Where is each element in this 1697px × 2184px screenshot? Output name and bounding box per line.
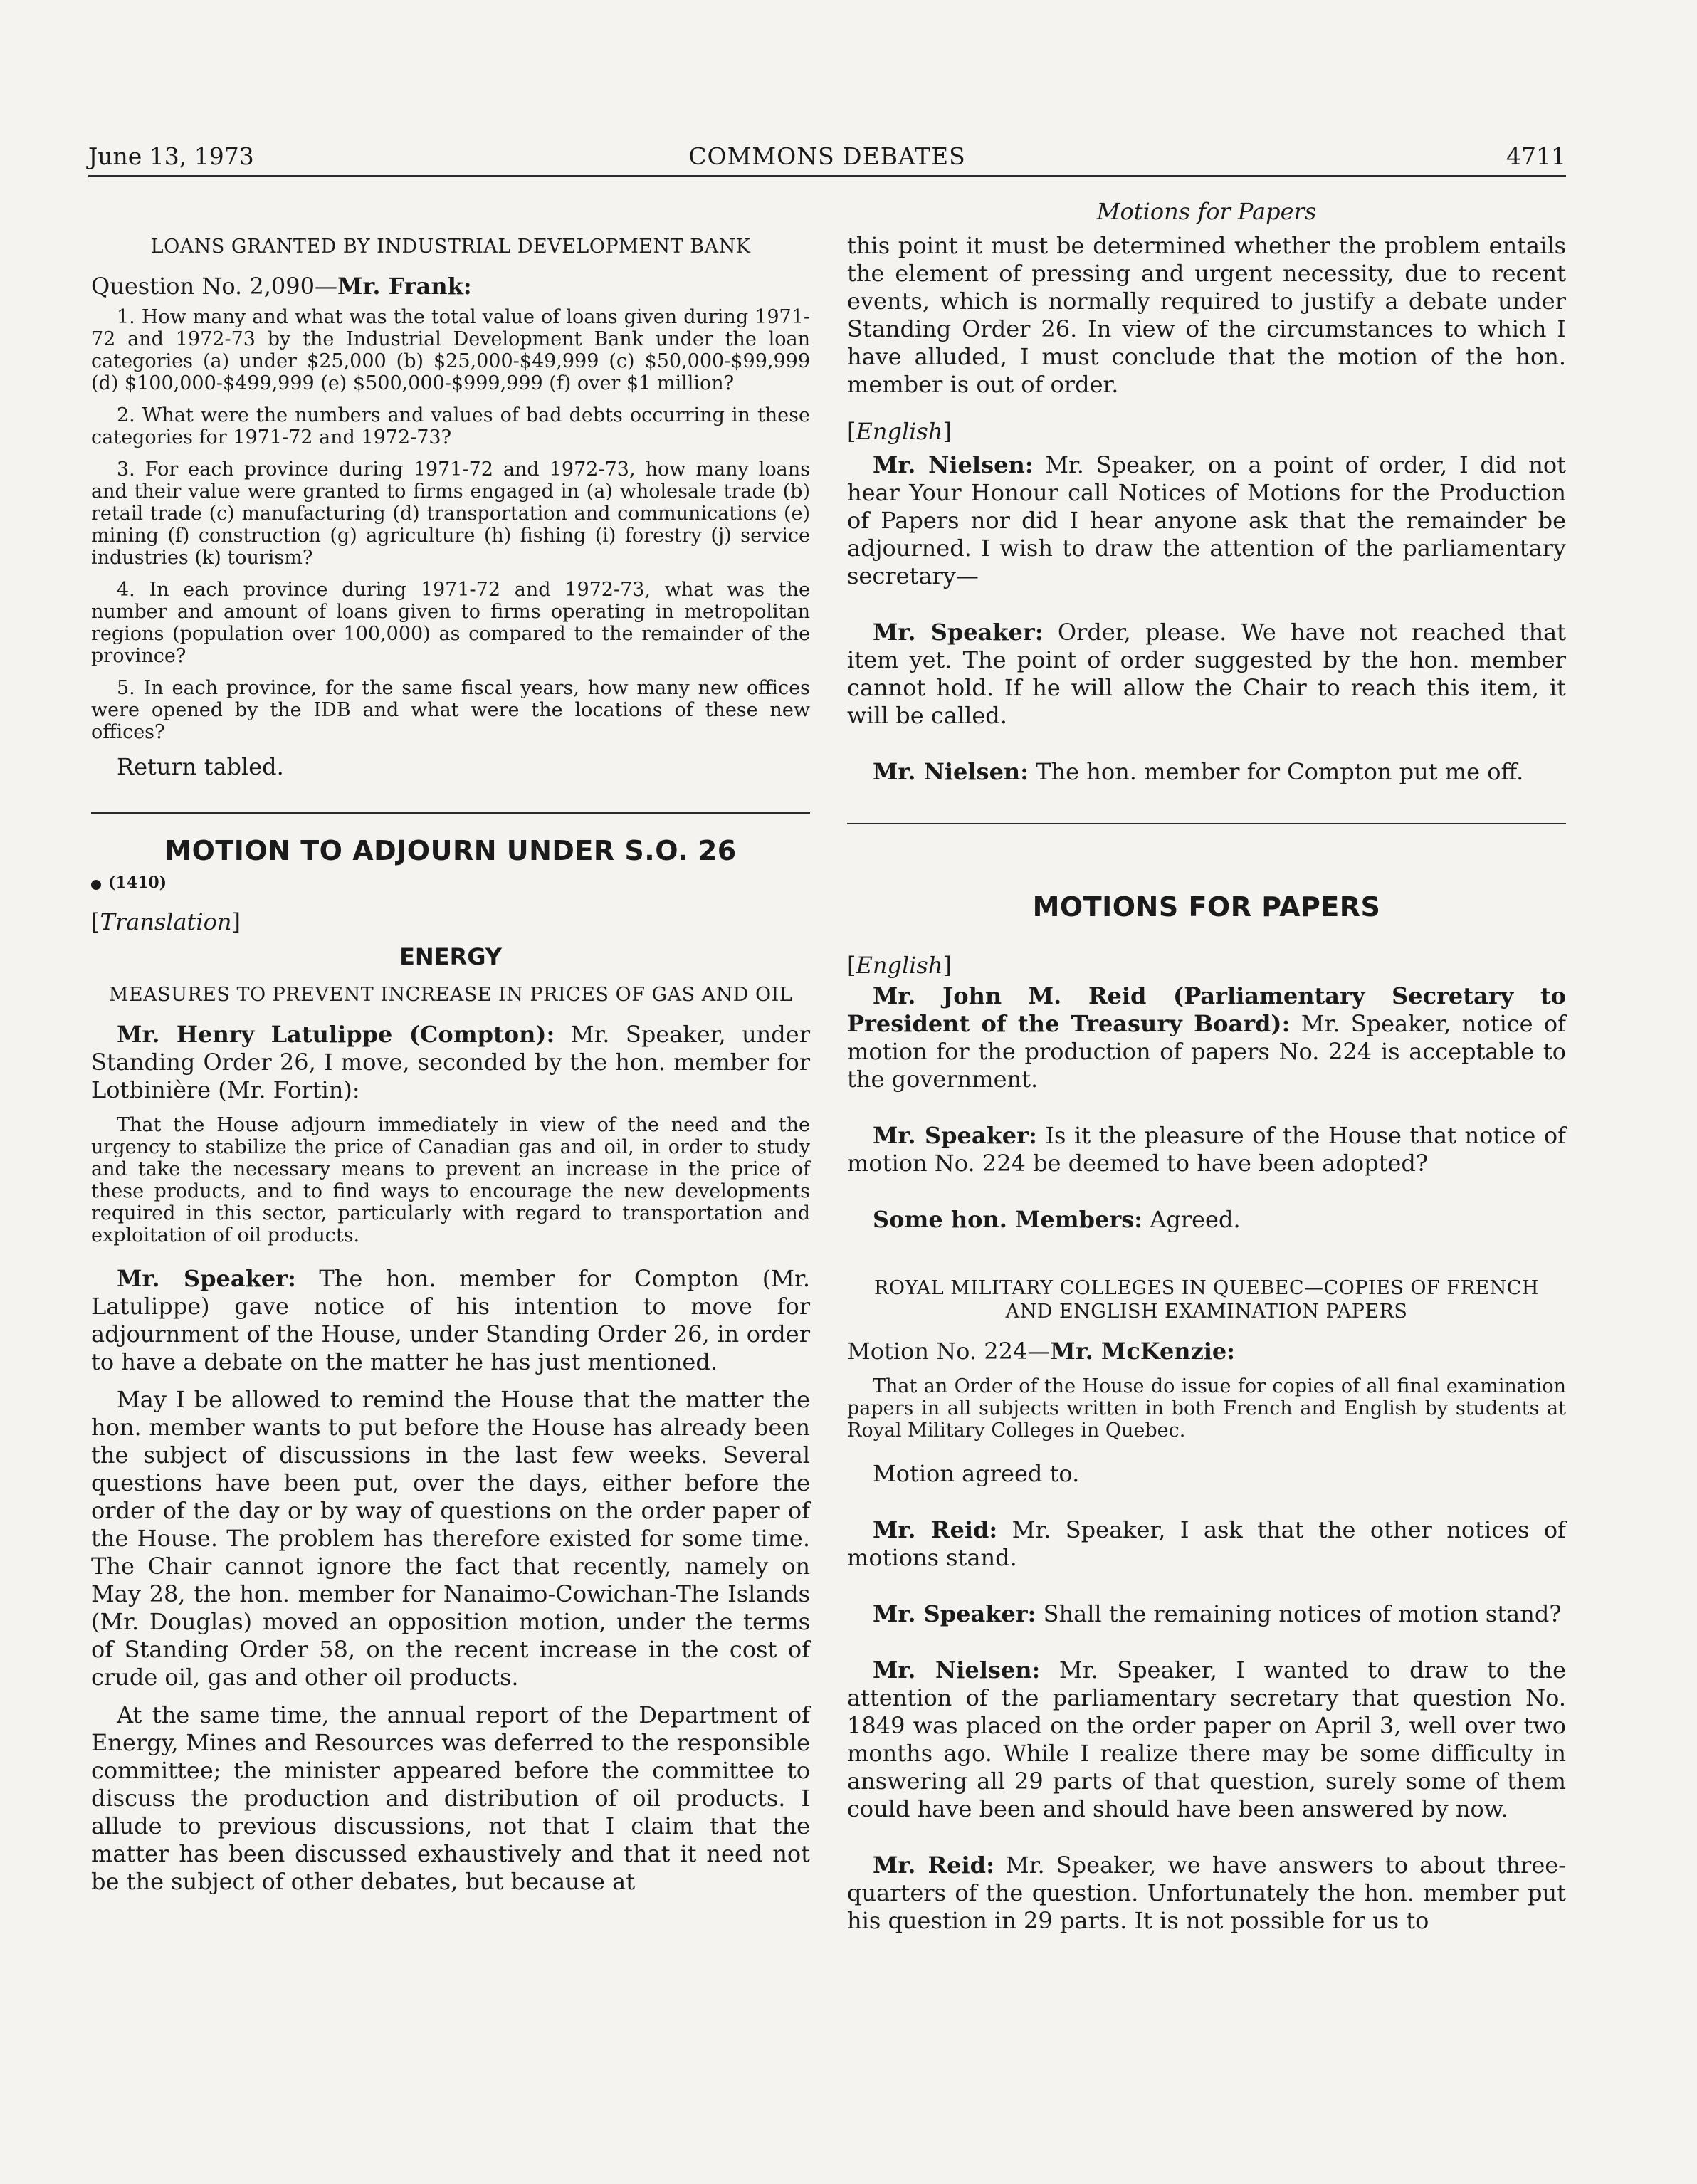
right-column [847, 191, 1566, 1935]
motion-number: Motion No. 224— [847, 1338, 1051, 1365]
speaker-1-name: Mr. Speaker: [117, 1265, 296, 1292]
question-line [91, 273, 810, 300]
latulippe-text: Mr. Speaker, under Standing Order 26, I move, seconded by the hon. member for Lotbinière (Mr. Fortin): [91, 1021, 811, 1103]
english-label-2: English [856, 952, 943, 979]
question-part-3: 3. For each province during 1971-72 and 1972-73, how many loans and their value were granted to firms engaged in (a) wholesale trade (b) retail trade (c) manufacturing (d) transportation and communications (e) mining (f) construction (g) agriculture (h) fishing (i) forestry (j) service industries (k) tourism? [91, 458, 810, 569]
translation-label: Translation [100, 908, 232, 935]
paragraph-2: May I be allowed to remind the House that the matter the hon. member wants to put before the House has already been the subject of discussions in the last few weeks. Several questions have been put, over the days, either before the order of the day or by way of questions on the order paper of the House. The problem has therefore existed for some time. The Chair cannot ignore the fact that recently, namely on May 28, the hon. member for Nanaimo-Cowichan-The Islands (Mr. Douglas) moved an opposition motion, under the terms of Standing Order 58, on the recent increase in the cost of crude oil, gas and other oil products. [91, 1386, 810, 1691]
speaker-4-text: Shall the remaining notices of motion stand? [1036, 1600, 1562, 1627]
return-tabled: Return tabled. [117, 753, 284, 780]
energy-heading: ENERGY [399, 943, 502, 970]
translation-tag: [Translation] [91, 908, 241, 935]
header-title: COMMONS DEBATES [688, 142, 966, 170]
nielsen-2-name: Mr. Nielsen: [873, 758, 1029, 785]
rmc-motion-quote: That an Order of the House do issue for copies of all final examination papers in all subjects written in both French and English by students at Royal Military Colleges in Quebec. [847, 1375, 1566, 1442]
english-tag-2: [English] [847, 952, 952, 979]
nielsen-paragraph-2 [847, 758, 1566, 786]
latulippe-paragraph [91, 1021, 810, 1104]
nielsen-paragraph-1 [847, 451, 1566, 590]
question-part-5: 5. In each province, for the same fiscal years, how many new offices were opened by the IDB and what were the locations of these new offices? [91, 677, 810, 743]
speaker-2-name: Mr. Speaker: [873, 619, 1044, 646]
speaker-1-text: The hon. member for Compton (Mr. Latulippe) gave notice of his intention to move for adjournment of the House, under Standing Order 26, in order to have a debate on the matter he has just mentioned. [91, 1265, 811, 1375]
speaker-4-name: Mr. Speaker: [873, 1600, 1036, 1627]
section-divider [91, 812, 810, 814]
speaker-3-text: Is it the pleasure of the House that notice of motion No. 224 be deemed to have been adopted? [847, 1122, 1567, 1177]
motion-number-line [847, 1338, 1566, 1365]
question-part-2: 2. What were the numbers and values of bad debts occurring in these categories for 1971-72 and 1972-73? [91, 404, 810, 448]
paragraph-3: At the same time, the annual report of the Department of Energy, Mines and Resources was deferred to the responsible committee; the minister appeared before the committee to discuss the production and distribution of oil products. I allude to previous discussions, not that I claim that the matter has been discussed exhaustively and that it need not be the subject of other debates, but because at [91, 1701, 810, 1895]
latulippe-speaker: Mr. Henry Latulippe (Compton): [117, 1021, 555, 1048]
nielsen-3-text: Mr. Speaker, I wanted to draw to the attention of the parliamentary secretary that question No. 1849 was placed on the order paper on April 3, well over two months ago. While I realize there may be some difficulty in answering all 29 parts of that question, surely some of them could have been and should have been answered by now. [847, 1657, 1567, 1822]
reid-paragraph-3 [847, 1852, 1566, 1935]
nielsen-2-text: The hon. member for Compton put me off. [1029, 758, 1524, 785]
reid-2-name: Mr. Reid: [873, 1516, 998, 1543]
question-part-1: 1. How many and what was the total value of loans given during 1971-72 and 1972-73 by the Industrial Development Bank under the loan categories (a) under $25,000 (b) $25,000-$49,999 (c) $50,000-$99,999 (d) $100,000-$499,999 (e) $500,000-$999,999 (f) over $1 million? [91, 306, 810, 394]
measures-heading: MEASURES TO PREVENT INCREASE IN PRICES OF GAS AND OIL [108, 984, 793, 1006]
question-speaker: Mr. Frank: [337, 273, 472, 300]
loans-heading: LOANS GRANTED BY INDUSTRIAL DEVELOPMENT BANK [150, 236, 751, 258]
reid-2-text: Mr. Speaker, I ask that the other notices of motions stand. [847, 1516, 1567, 1571]
reid-paragraph-1 [847, 982, 1566, 1093]
nielsen-paragraph-3 [847, 1657, 1566, 1823]
speaker-paragraph-4 [847, 1600, 1566, 1628]
members-name: Some hon. Members: [873, 1206, 1143, 1233]
bullet-icon [91, 880, 101, 890]
continued-paragraph: this point it must be determined whether the problem entails the element of pressing and urgent necessity, due to recent events, which is normally required to justify a debate under Standing Order 26. In view of the circumstances to which I have alluded, I must conclude that the motion of the hon. member is out of order. [847, 232, 1566, 398]
question-number: Question No. 2,090— [91, 273, 337, 300]
question-part-4: 4. In each province during 1971-72 and 1972-73, what was the number and amount of loans given to firms operating in metropolitan regions (population over 100,000) as compared to the remainder of the province? [91, 579, 810, 667]
speaker-3-name: Mr. Speaker: [873, 1122, 1037, 1149]
running-head: Motions for Papers [1096, 198, 1317, 225]
speaker-paragraph-2 [847, 619, 1566, 730]
nielsen-1-name: Mr. Nielsen: [873, 451, 1034, 478]
members-text: Agreed. [1142, 1206, 1241, 1233]
nielsen-1-text: Mr. Speaker, on a point of order, I did not hear Your Honour call Notices of Motions for the Production of Papers nor did I hear anyone ask that the remainder be adjourned. I wish to draw the attention of the parliamentary secretary— [847, 451, 1567, 589]
nielsen-3-name: Mr. Nielsen: [873, 1657, 1041, 1684]
english-tag-1: [English] [847, 418, 952, 445]
reid-3-name: Mr. Reid: [873, 1852, 994, 1879]
reid-paragraph-2 [847, 1516, 1566, 1572]
reid-1-text: Mr. Speaker, notice of motion for the production of papers No. 224 is acceptable to the government. [847, 1010, 1566, 1093]
motion-heading: MOTION TO ADJOURN UNDER S.O. 26 [164, 835, 737, 866]
motion-agreed: Motion agreed to. [873, 1460, 1080, 1487]
header-date: June 13, 1973 [88, 142, 254, 170]
motion-speaker: Mr. McKenzie: [1050, 1338, 1236, 1365]
time-stamp: (1410) [108, 873, 167, 892]
members-paragraph [847, 1206, 1566, 1234]
motion-quote: That the House adjourn immediately in view of the need and the urgency to stabilize the price of Canadian gas and oil, in order to study and take the necessary means to prevent an increase in the price of these products, and to find ways to encourage the new developments required in this sector, particularly with regard to transportation and exploitation of oil products. [91, 1114, 810, 1246]
papers-heading: MOTIONS FOR PAPERS [1032, 891, 1381, 923]
english-label-1: English [856, 418, 943, 445]
left-column [91, 191, 810, 1896]
header-page-number: 4711 [1506, 142, 1566, 170]
reid-3-text: Mr. Speaker, we have answers to about three-quarters of the question. Unfortunately the hon. member put his question in 29 parts. It is not possible for us to [847, 1852, 1567, 1934]
speaker-paragraph-3 [847, 1122, 1566, 1177]
rmc-heading: ROYAL MILITARY COLLEGES IN QUEBEC—COPIES OF FRENCH AND ENGLISH EXAMINATION PAPERS [874, 1277, 1539, 1323]
speaker-2-text: Order, please. We have not reached that item yet. The point of order suggested by the hon. member cannot hold. If he will allow the Chair to reach this item, it will be called. [847, 619, 1567, 729]
speaker-paragraph-1 [91, 1265, 810, 1376]
page-header [88, 141, 1566, 177]
reid-1-name: Mr. John M. Reid (Parliamentary Secretary to President of the Treasury Board): [847, 982, 1566, 1037]
time-marker [91, 873, 810, 892]
section-divider-right [847, 823, 1566, 824]
